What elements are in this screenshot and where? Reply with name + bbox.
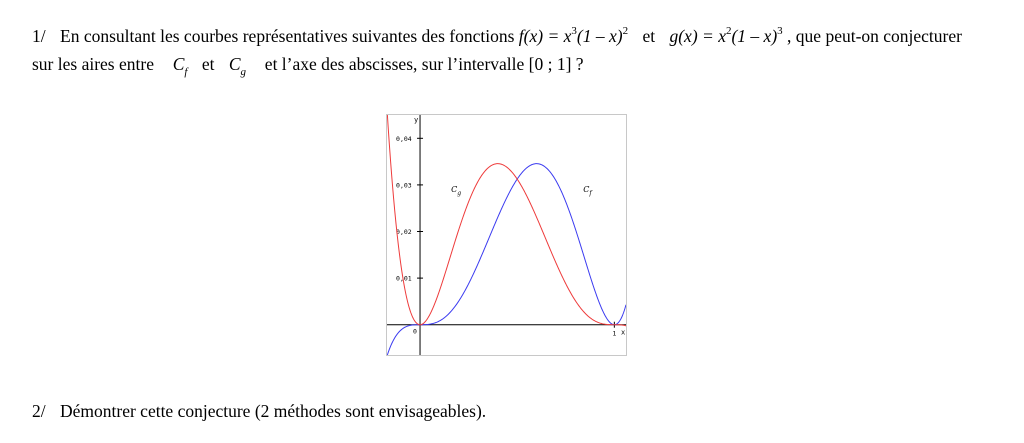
plot-svg: [387, 115, 626, 355]
y-tick-label-1: 0,01: [396, 274, 412, 283]
question-2-text: Démontrer cette conjecture (2 méthodes sont envisageables).: [60, 401, 487, 421]
x-tick-label-1: 1: [612, 329, 617, 338]
question-1-line-2: [32, 53, 584, 83]
question-1-intro: En consultant les courbes représentatives suivantes des fonctions: [60, 26, 515, 46]
y-tick-label-4: 0,04: [396, 134, 412, 143]
origin-label: 0: [413, 327, 417, 336]
cf-symbol: $C_f$: [172, 54, 188, 78]
question-1-line-1: [32, 20, 962, 47]
function-graph: [386, 114, 627, 356]
et-word-2: et: [201, 54, 215, 74]
question-1-tail: , que peut-on conjecturer: [787, 26, 962, 46]
y-axis-label: y: [414, 116, 419, 124]
cg-symbol: $C_g$: [228, 54, 247, 78]
question-1-number: 1/: [32, 26, 46, 46]
question-1-line2-start: sur les aires entre: [32, 54, 154, 74]
question-1-line2-end: et l’axe des abscisses, sur l’intervalle [0 ; 1] ?: [264, 54, 584, 74]
y-tick-label-2: 0,02: [396, 228, 412, 237]
f-definition: $f(x) = x^3(1 - x)^2$: [518, 25, 629, 46]
curve-label-f: $C_f$: [583, 184, 592, 197]
curve-cg: [387, 115, 626, 326]
question-2: [32, 400, 486, 422]
et-word-1: et: [642, 26, 656, 46]
question-2-number: 2/: [32, 401, 46, 421]
y-tick-label-3: 0,03: [396, 181, 412, 190]
curve-label-g: $C_g$: [451, 184, 462, 197]
x-axis-label: x: [621, 328, 626, 337]
g-definition: $g(x) = x^2(1 - x)^3$: [669, 25, 783, 46]
